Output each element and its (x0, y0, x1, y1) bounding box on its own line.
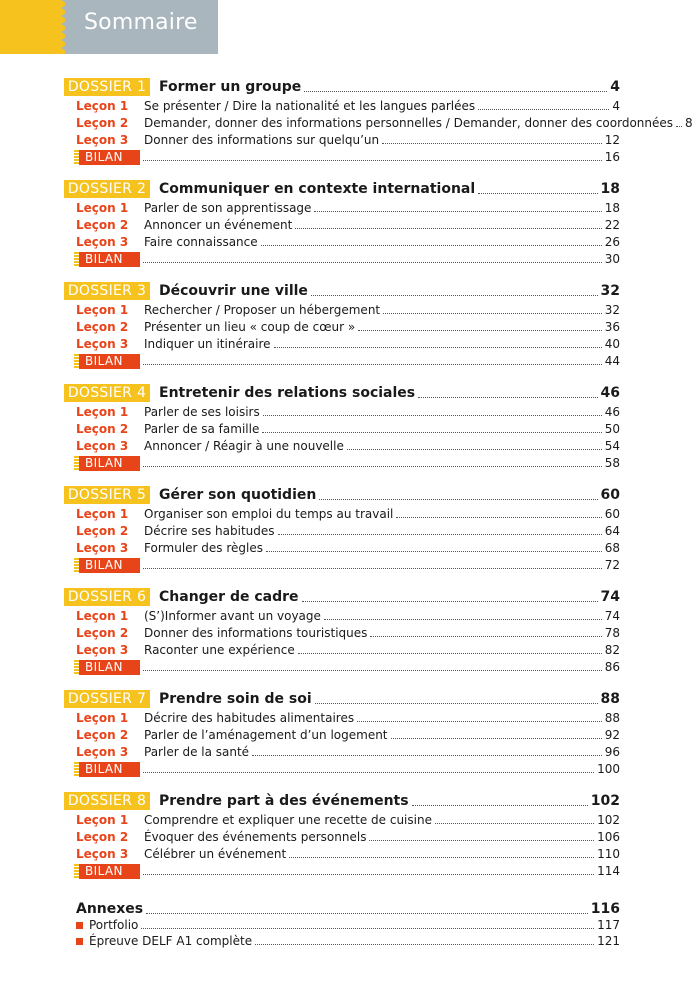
lesson-label: Leçon 2 (76, 626, 129, 640)
lesson-label: Leçon 1 (76, 711, 129, 725)
lesson-row[interactable] (64, 744, 620, 760)
dossier-title: Former un groupe (159, 79, 302, 95)
lesson-title: Parler de ses loisirs (144, 405, 260, 419)
dossier-row[interactable] (64, 178, 620, 198)
bilan-label: BILAN (79, 252, 140, 267)
dot-leader (274, 347, 602, 348)
lesson-label: Leçon 1 (76, 303, 129, 317)
lesson-page: 64 (604, 524, 620, 538)
lesson-page: 40 (604, 337, 620, 351)
annexes-row[interactable] (64, 898, 620, 918)
bilan-label: BILAN (79, 354, 140, 369)
annex-item-delf[interactable] (64, 933, 620, 949)
dossier-block (64, 178, 620, 280)
lesson-page: 68 (604, 541, 620, 555)
lesson-label: Leçon 1 (76, 813, 129, 827)
lesson-row[interactable] (64, 710, 620, 726)
lesson-title: Parler de l’aménagement d’un logement (144, 728, 388, 742)
lesson-title: Annoncer un événement (144, 218, 293, 232)
lesson-row[interactable] (64, 625, 620, 641)
dossier-title: Entretenir des relations sociales (159, 385, 416, 401)
bilan-page: 44 (604, 354, 620, 368)
lesson-title: Célébrer un événement (144, 847, 287, 861)
lesson-title: Se présenter / Dire la nationalité et les langues parlées (144, 99, 476, 113)
bilan-row[interactable] (64, 761, 620, 777)
dot-leader (252, 755, 602, 756)
bilan-badge (74, 456, 140, 471)
dot-leader (255, 944, 594, 945)
bilan-page: 114 (597, 864, 620, 878)
dossier-title: Communiquer en contexte international (159, 181, 476, 197)
lesson-title: Décrire des habitudes alimentaires (144, 711, 355, 725)
dossier-row[interactable] (64, 280, 620, 300)
lesson-title: Rechercher / Proposer un hébergement (144, 303, 381, 317)
dot-leader (676, 126, 682, 127)
lesson-row[interactable] (64, 846, 620, 862)
dossier-title: Prendre part à des événements (159, 793, 409, 809)
bilan-row[interactable] (64, 863, 620, 879)
dossier-row[interactable] (64, 790, 620, 810)
annexes-section (64, 898, 620, 950)
lesson-label: Leçon 3 (76, 337, 129, 351)
lesson-page: 78 (604, 626, 620, 640)
bilan-row[interactable] (64, 251, 620, 267)
dot-leader (289, 857, 594, 858)
dot-leader (141, 928, 594, 929)
lesson-page: 106 (597, 830, 620, 844)
bilan-page: 72 (604, 558, 620, 572)
dossier-block (64, 382, 620, 484)
lesson-row[interactable] (64, 302, 620, 318)
lesson-row[interactable] (64, 115, 693, 131)
lesson-label: Leçon 3 (76, 541, 129, 555)
bilan-row[interactable] (64, 455, 620, 471)
annex-item-page: 117 (597, 918, 620, 932)
lesson-label: Leçon 2 (76, 728, 129, 742)
dot-leader (143, 262, 602, 263)
dossier-block (64, 76, 693, 178)
dossier-title: Prendre soin de soi (159, 691, 312, 707)
lesson-label: Leçon 2 (76, 422, 129, 436)
header-yellow-strip (0, 0, 62, 54)
lesson-row[interactable] (64, 727, 620, 743)
annexes-title: Annexes (76, 901, 144, 917)
lesson-row[interactable] (64, 336, 620, 352)
lesson-page: 60 (604, 507, 620, 521)
dot-leader (143, 160, 602, 161)
lesson-row[interactable] (64, 421, 620, 437)
annex-item-text: Épreuve DELF A1 complète (89, 934, 253, 948)
dot-leader (295, 228, 601, 229)
lesson-title: Présenter un lieu « coup de cœur » (144, 320, 356, 334)
square-bullet-icon (76, 922, 83, 929)
lesson-row[interactable] (64, 234, 620, 250)
annex-item-text: Portfolio (89, 918, 139, 932)
dossier-row[interactable] (64, 76, 620, 96)
lesson-row[interactable] (64, 404, 620, 420)
dossier-row[interactable] (64, 382, 620, 402)
bilan-label: BILAN (79, 558, 140, 573)
dossier-page: 46 (600, 385, 620, 401)
dot-leader (298, 653, 602, 654)
dossier-tag: DOSSIER 1 (64, 78, 150, 96)
dossier-block (64, 790, 620, 892)
dot-leader (382, 143, 602, 144)
dossier-title: Découvrir une ville (159, 283, 308, 299)
dot-leader (383, 313, 602, 314)
dot-leader (391, 738, 602, 739)
bilan-page: 30 (604, 252, 620, 266)
bilan-badge (74, 558, 140, 573)
dot-leader (478, 193, 597, 194)
bilan-row[interactable] (64, 557, 620, 573)
page-title: Sommaire (84, 10, 198, 35)
lesson-label: Leçon 1 (76, 99, 129, 113)
bilan-row[interactable] (64, 353, 620, 369)
lesson-page: 26 (604, 235, 620, 249)
lesson-title: Évoquer des événements personnels (144, 830, 367, 844)
dot-leader (278, 534, 602, 535)
header-scallop-edge (59, 0, 67, 54)
dot-leader (143, 364, 602, 365)
dot-leader (261, 245, 602, 246)
bilan-badge (74, 150, 140, 165)
bilan-page: 16 (604, 150, 620, 164)
bilan-label: BILAN (79, 762, 140, 777)
bilan-label: BILAN (79, 456, 140, 471)
lesson-page: 32 (604, 303, 620, 317)
dot-leader (311, 295, 598, 296)
annex-item-portfolio[interactable] (64, 917, 620, 933)
lesson-label: Leçon 3 (76, 133, 129, 147)
lesson-title: Annoncer / Réagir à une nouvelle (144, 439, 344, 453)
dot-leader (347, 449, 602, 450)
lesson-page: 46 (604, 405, 620, 419)
bilan-page: 86 (604, 660, 620, 674)
lesson-label: Leçon 2 (76, 830, 129, 844)
lesson-label: Leçon 2 (76, 218, 129, 232)
bilan-badge (74, 354, 140, 369)
lesson-row[interactable] (64, 506, 620, 522)
lesson-page: 110 (597, 847, 620, 861)
dossier-title: Gérer son quotidien (159, 487, 317, 503)
lesson-row[interactable] (64, 98, 620, 114)
bilan-badge (74, 762, 140, 777)
lesson-title: Organiser son emploi du temps au travail (144, 507, 394, 521)
bilan-badge (74, 252, 140, 267)
dot-leader (304, 91, 607, 92)
dossier-page: 32 (600, 283, 620, 299)
lesson-page: 50 (604, 422, 620, 436)
dot-leader (418, 397, 597, 398)
dot-leader (143, 466, 602, 467)
dossier-row[interactable] (64, 586, 620, 606)
dot-leader (146, 913, 588, 914)
lesson-title: Comprendre et expliquer une recette de cuisine (144, 813, 432, 827)
lesson-label: Leçon 3 (76, 439, 129, 453)
dossier-title: Changer de cadre (159, 589, 299, 605)
dot-leader (358, 330, 602, 331)
lesson-page: 74 (604, 609, 620, 623)
dot-leader (357, 721, 602, 722)
lesson-title: Donner des informations sur quelqu’un (144, 133, 380, 147)
dot-leader (143, 568, 602, 569)
dossier-page: 4 (610, 79, 620, 95)
dossier-block (64, 484, 620, 586)
annex-item-page: 121 (597, 934, 620, 948)
lesson-title: Faire connaissance (144, 235, 258, 249)
dot-leader (315, 703, 598, 704)
lesson-page: 18 (604, 201, 620, 215)
lesson-row[interactable] (64, 540, 620, 556)
lesson-page: 8 (685, 116, 693, 130)
lesson-label: Leçon 1 (76, 405, 129, 419)
lesson-row[interactable] (64, 319, 620, 335)
bilan-badge (74, 864, 140, 879)
dossier-tag: DOSSIER 3 (64, 282, 150, 300)
lesson-label: Leçon 2 (76, 320, 129, 334)
dot-leader (302, 601, 598, 602)
lesson-row[interactable] (64, 523, 620, 539)
lesson-title: Demander, donner des informations personnelles / Demander, donner des coordonnées (144, 116, 674, 130)
lesson-page: 88 (604, 711, 620, 725)
lesson-title: Formuler des règles (144, 541, 264, 555)
lesson-label: Leçon 3 (76, 643, 129, 657)
lesson-page: 82 (604, 643, 620, 657)
lesson-title: Parler de la santé (144, 745, 250, 759)
lesson-page: 102 (597, 813, 620, 827)
dossier-row[interactable] (64, 484, 620, 504)
dossier-page: 88 (600, 691, 620, 707)
lesson-page: 22 (604, 218, 620, 232)
lesson-title: Indiquer un itinéraire (144, 337, 271, 351)
dot-leader (143, 670, 602, 671)
dossier-tag: DOSSIER 8 (64, 792, 150, 810)
bilan-badge (74, 660, 140, 675)
dossier-row[interactable] (64, 688, 620, 708)
dot-leader (314, 211, 601, 212)
dot-leader (396, 517, 601, 518)
page-header (0, 0, 218, 54)
lesson-label: Leçon 3 (76, 847, 129, 861)
dot-leader (262, 432, 601, 433)
dot-leader (435, 823, 594, 824)
lesson-row[interactable] (64, 217, 620, 233)
bilan-page: 100 (597, 762, 620, 776)
lesson-title: Raconter une expérience (144, 643, 295, 657)
lesson-label: Leçon 3 (76, 235, 129, 249)
dossier-page: 74 (600, 589, 620, 605)
dossier-tag: DOSSIER 2 (64, 180, 150, 198)
lesson-page: 54 (604, 439, 620, 453)
lesson-label: Leçon 3 (76, 745, 129, 759)
dot-leader (370, 636, 601, 637)
dot-leader (266, 551, 602, 552)
dot-leader (478, 109, 609, 110)
dot-leader (143, 772, 594, 773)
dossier-tag: DOSSIER 7 (64, 690, 150, 708)
dossier-page: 60 (600, 487, 620, 503)
square-bullet-icon (76, 938, 83, 945)
bilan-page: 58 (604, 456, 620, 470)
lesson-row[interactable] (64, 200, 620, 216)
dossier-page: 18 (600, 181, 620, 197)
dot-leader (263, 415, 602, 416)
bilan-label: BILAN (79, 864, 140, 879)
lesson-row[interactable] (64, 812, 620, 828)
dossier-block (64, 280, 620, 382)
lesson-row[interactable] (64, 642, 620, 658)
lesson-title: (S’)Informer avant un voyage (144, 609, 321, 623)
bilan-row[interactable] (64, 659, 620, 675)
lesson-label: Leçon 1 (76, 507, 129, 521)
lesson-row[interactable] (64, 829, 620, 845)
dossier-block (64, 688, 620, 790)
lesson-title: Donner des informations touristiques (144, 626, 368, 640)
dossier-block (64, 586, 620, 688)
lesson-page: 36 (604, 320, 620, 334)
lesson-label: Leçon 2 (76, 116, 129, 130)
dossier-tag: DOSSIER 5 (64, 486, 150, 504)
lesson-page: 12 (604, 133, 620, 147)
lesson-page: 4 (612, 99, 620, 113)
lesson-row[interactable] (64, 608, 620, 624)
dot-leader (369, 840, 594, 841)
lesson-title: Décrire ses habitudes (144, 524, 275, 538)
dot-leader (143, 874, 594, 875)
lesson-label: Leçon 1 (76, 201, 129, 215)
bilan-row[interactable] (64, 149, 620, 165)
lesson-label: Leçon 1 (76, 609, 129, 623)
bilan-label: BILAN (79, 660, 140, 675)
dossier-tag: DOSSIER 6 (64, 588, 150, 606)
dot-leader (412, 805, 588, 806)
lesson-row[interactable] (64, 438, 620, 454)
lesson-page: 96 (604, 745, 620, 759)
dot-leader (319, 499, 597, 500)
lesson-title: Parler de son apprentissage (144, 201, 312, 215)
dot-leader (324, 619, 602, 620)
dossier-page: 102 (590, 793, 620, 809)
lesson-row[interactable] (64, 132, 620, 148)
lesson-page: 92 (604, 728, 620, 742)
lesson-label: Leçon 2 (76, 524, 129, 538)
annexes-page: 116 (590, 901, 620, 917)
bilan-label: BILAN (79, 150, 140, 165)
dossier-tag: DOSSIER 4 (64, 384, 150, 402)
lesson-title: Parler de sa famille (144, 422, 260, 436)
